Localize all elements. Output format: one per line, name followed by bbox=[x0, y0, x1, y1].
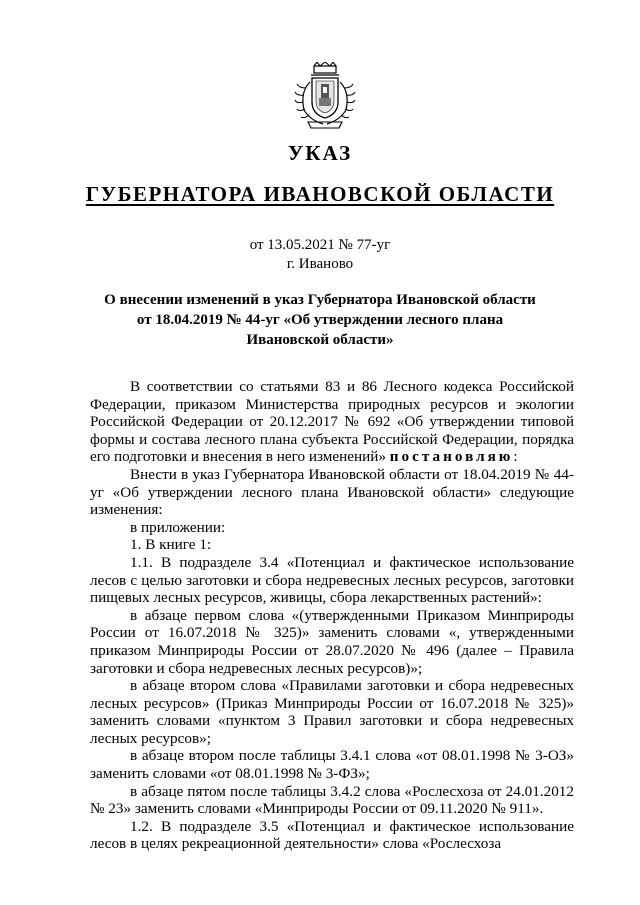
issuer-heading bbox=[0, 182, 640, 206]
body-paragraph: в абзаце первом слова «(утвержденными Приказом Минприроды России от 16.07.2018 № 325)» заменить словами «, утвержденными приказом Минприроды России от 28.07.2020 № 496 (далее – Правила заготовки и сбора недревесных лесных ресурсов)»; bbox=[90, 606, 574, 677]
subject-line: от 18.04.2019 № 44-уг «Об утверждении лесного плана bbox=[136, 312, 504, 328]
body-paragraph: в абзаце втором после таблицы 3.4.1 слова «от 08.01.1998 № 3-ОЗ» заменить словами «от 08.01.1998 № 3-ФЗ»; bbox=[90, 747, 574, 783]
body-paragraph: в абзаце пятом после таблицы 3.4.2 слова «Рослесхоза от 24.01.2012 № 23» заменить словами «Минприроды России от 09.11.2020 № 911». bbox=[90, 782, 574, 818]
date-number: от 13.05.2021 № 77-уг bbox=[249, 237, 391, 253]
preamble-end: : bbox=[513, 448, 518, 466]
preamble-text: В соответствии со статьями 83 и 86 Лесного кодекса Российской Федерации, приказом Министерства природных ресурсов и экологии Российской Федерации от 20.12.2017 № 692 «Об утверждении типовой формы и состава лесного плана субъекта Российской Федерации, порядка его подготовки и внесения в него изменений» bbox=[90, 378, 574, 466]
body-paragraph: в приложении: bbox=[130, 518, 226, 536]
decree-body bbox=[90, 378, 574, 853]
body-paragraph: 1.2. В подразделе 3.5 «Потенциал и фактическое использование лесов в целях рекреационной деятельности» слова «Рослесхоза bbox=[90, 817, 574, 853]
subject-line: О внесении изменений в указ Губернатора Ивановской области bbox=[104, 292, 536, 308]
body-paragraph: Внести в указ Губернатора Ивановской области от 18.04.2019 № 44-уг «Об утверждении лесного плана Ивановской области» следующие изменения: bbox=[90, 465, 574, 519]
decree-subject bbox=[0, 290, 640, 350]
body-paragraph: в абзаце втором слова «Правилами заготовки и сбора недревесных лесных ресурсов» (Приказ Минприроды России от 16.07.2018 № 325)» заменить словами «пунктом 3 Правил заготовки и сбора недревесных лесных ресурсов»; bbox=[90, 677, 574, 747]
decree-keyword: постановляю bbox=[389, 448, 514, 466]
body-paragraph: 1. В книге 1: bbox=[130, 536, 212, 554]
subject-line: Ивановской области» bbox=[246, 332, 394, 348]
coat-of-arms-emblem bbox=[294, 62, 356, 130]
city-name: г. Иваново bbox=[286, 256, 354, 272]
document-type-heading: УКАЗ bbox=[287, 141, 353, 165]
issuer-heading-text: ГУБЕРНАТОРА ИВАНОВСКОЙ ОБЛАСТИ bbox=[85, 182, 555, 206]
preamble-paragraph bbox=[90, 378, 574, 466]
body-paragraph: 1.1. В подразделе 3.4 «Потенциал и фактическое использование лесов с целью заготовки и сбора недревесных лесных ресурсов, заготовки пищевых лесных ресурсов, живицы, сбора лекарственных растений»: bbox=[90, 553, 574, 607]
